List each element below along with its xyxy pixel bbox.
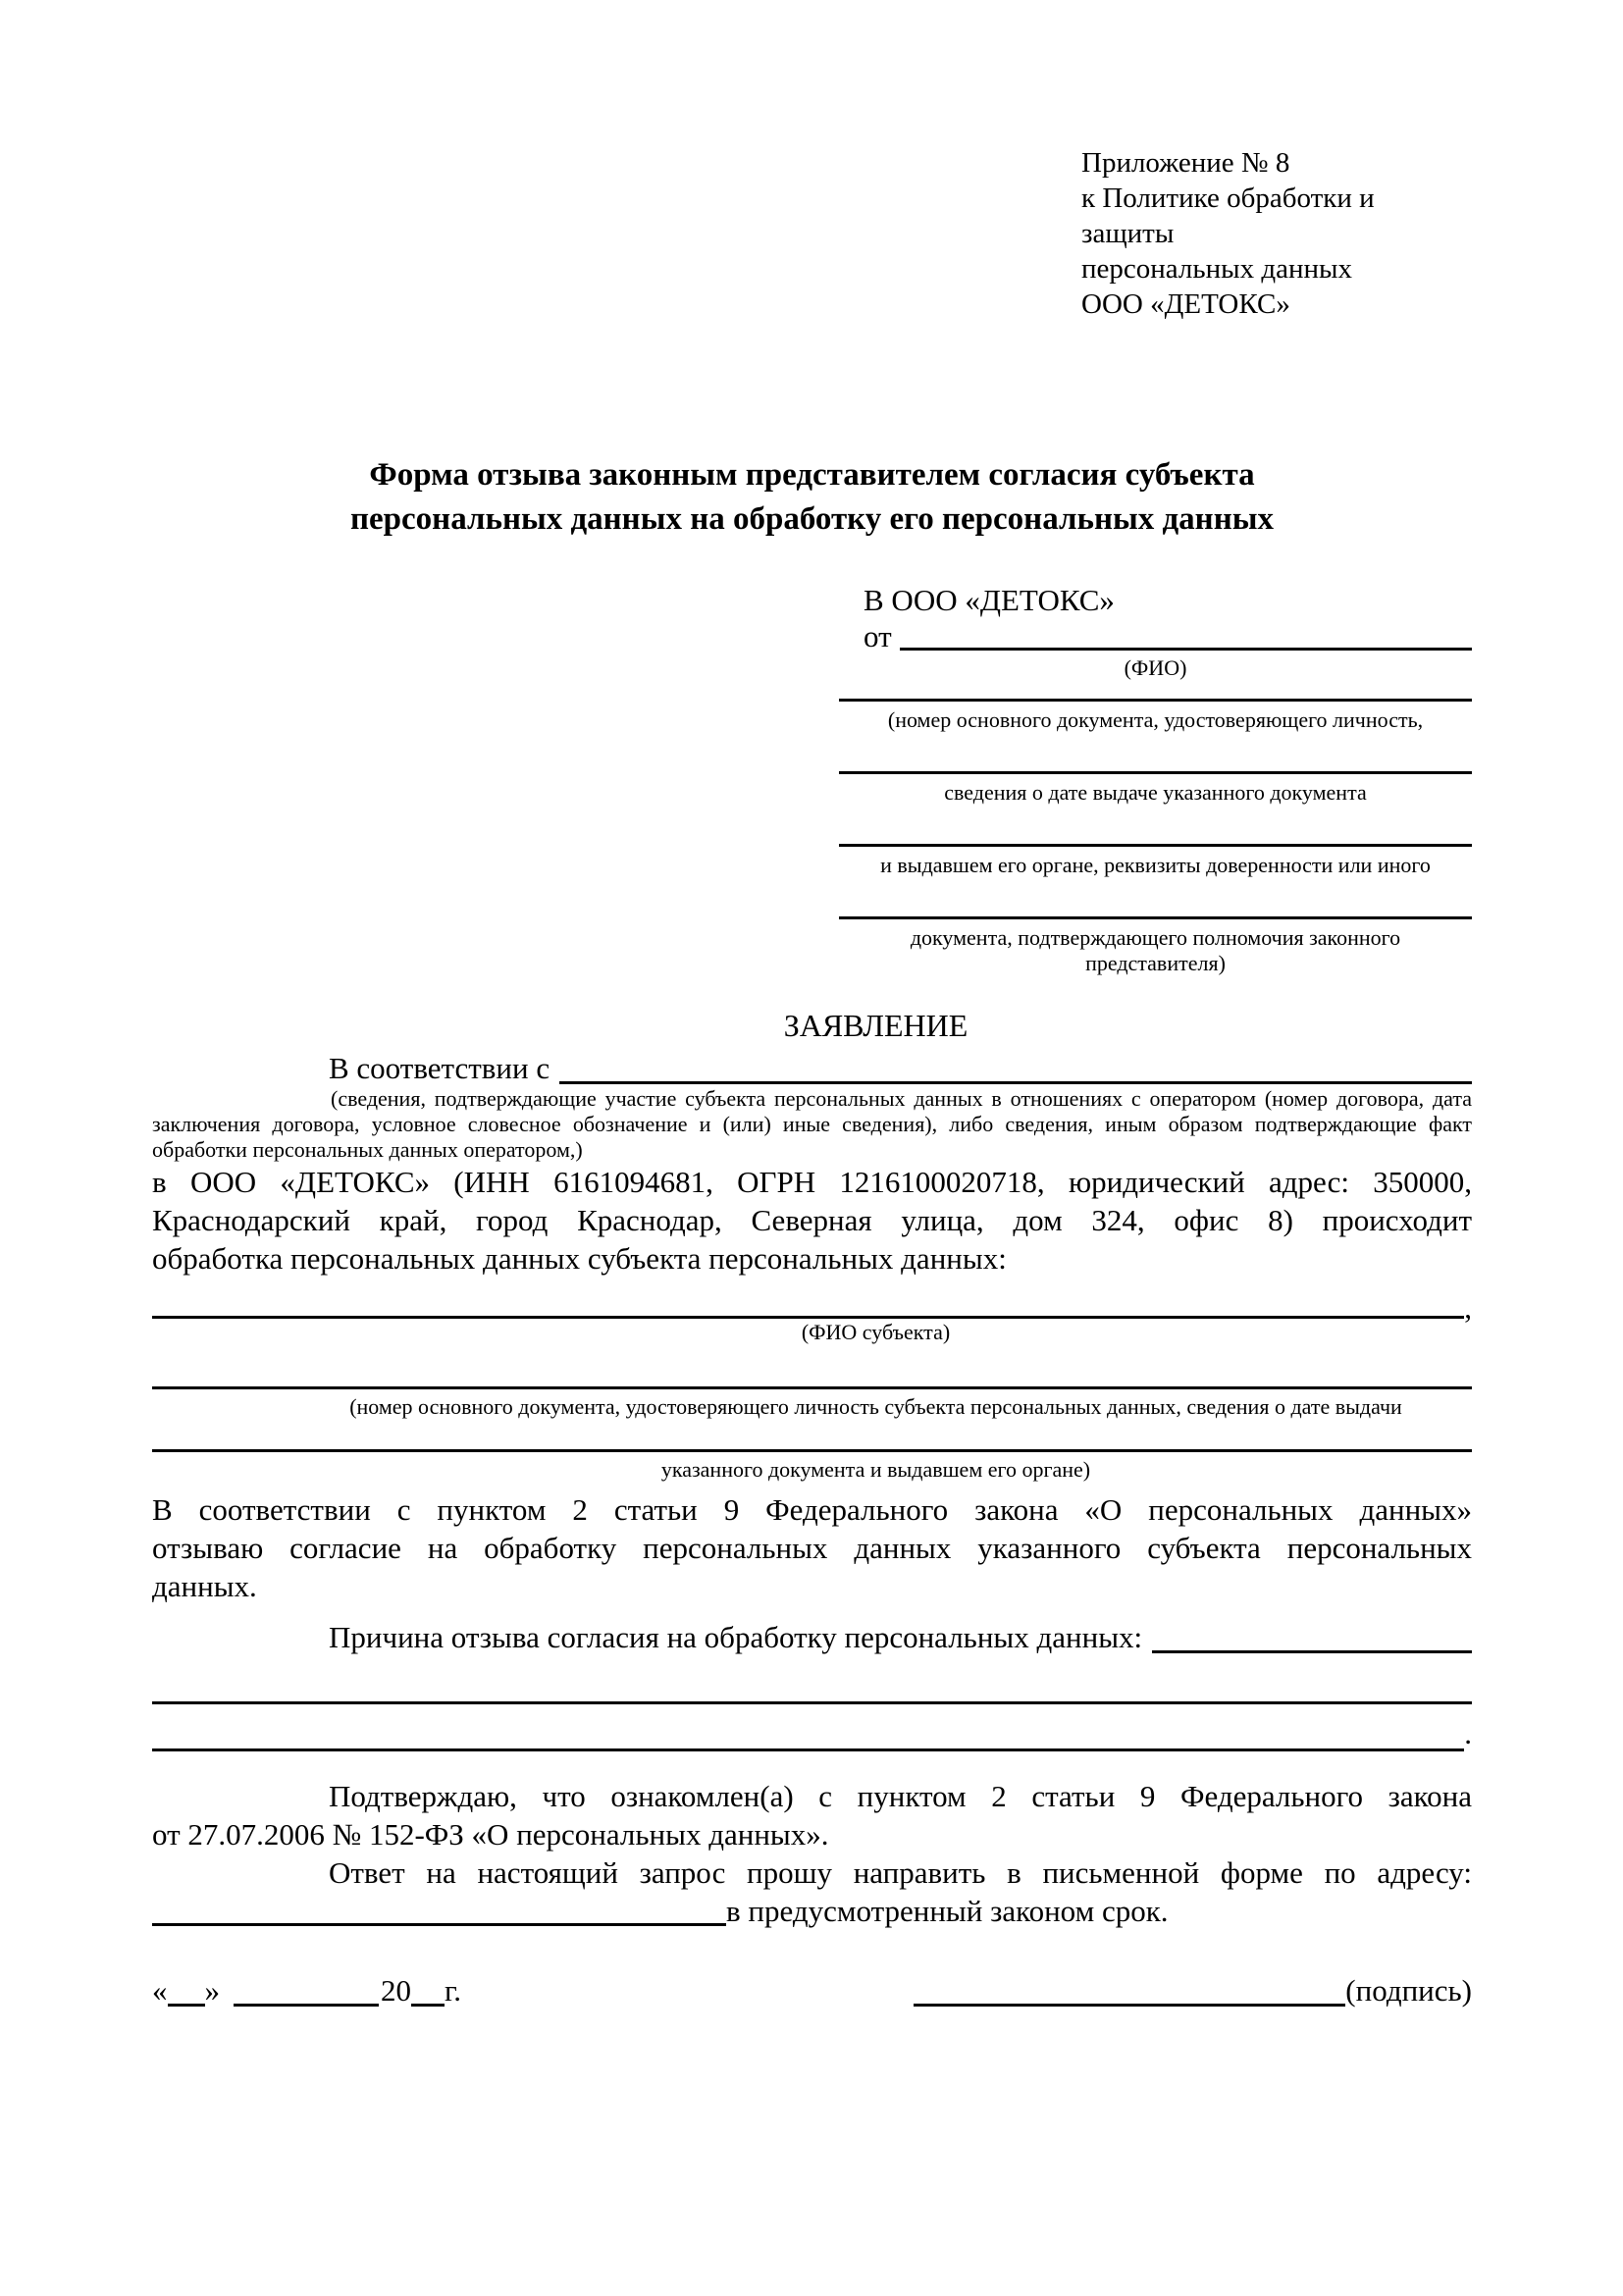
reply-address-row [152, 1892, 1472, 1930]
blank-underline [152, 1748, 1464, 1751]
confirm-paragraph [152, 1777, 1472, 1853]
title-line: персональных данных на обработку его персональных данных [350, 501, 1274, 537]
field-caption: (номер основного документа, удостоверяющего личность, [887, 707, 1424, 732]
operator-paragraph [152, 1163, 1472, 1278]
operator-line: Краснодарский край, город Краснодар, Северная улица, дом 324, офис 8) происходит [152, 1203, 1472, 1237]
signature-caption: (подпись) [1345, 1973, 1472, 2008]
date-day-underline [168, 1974, 205, 2007]
confirm-line: от 27.07.2006 № 152-ФЗ «О персональных данных». [152, 1817, 829, 1852]
intro-underline [559, 1081, 1472, 1084]
intro-note [152, 1086, 1472, 1163]
fio-caption: (ФИО) [1124, 655, 1187, 680]
date-year-prefix: 20 [381, 1973, 411, 2008]
document-body [152, 0, 1472, 2010]
from-row [839, 620, 1472, 653]
confirm-line: Подтверждаю, что ознакомлен(а) с пунктом 2 статьи 9 Федерального закона [329, 1779, 1472, 1813]
withdrawal-line: В соответствии с пунктом 2 статьи 9 Федерального закона «О персональных данных» [152, 1492, 1472, 1527]
subject-doc-underline [152, 1345, 1472, 1389]
date-month-underline [234, 1974, 379, 2007]
date-year-underline [411, 1974, 445, 2007]
reason-label: Причина отзыва согласия на обработку персональных данных: [329, 1620, 1143, 1654]
footer-row [152, 1971, 1472, 2010]
appendix-header [1081, 0, 1472, 322]
title-line: Форма отзыва законным представителем согласия субъекта [369, 457, 1255, 493]
subject-comma: , [1464, 1290, 1472, 1325]
from-label: от [864, 619, 892, 653]
subject-fio-row [152, 1290, 1472, 1325]
header-line: персональных данных [1081, 253, 1353, 285]
reason-underline [1152, 1650, 1472, 1653]
withdrawal-line: данных. [152, 1569, 257, 1603]
header-line: ООО «ДЕТОКС» [1081, 288, 1290, 320]
withdrawal-paragraph [152, 1490, 1472, 1605]
document-title [317, 453, 1308, 542]
date-quote-open: « [152, 1973, 168, 2008]
statement-heading: ЗАЯВЛЕНИЕ [783, 1008, 969, 1043]
subject-doc-caption: (номер основного документа, удостоверяющего личность субъекта персональных данных, сведения о дате выдачи [349, 1394, 1402, 1419]
addressee-block [839, 581, 1472, 976]
field-caption: и выдавшем его органе, реквизиты доверенности или иного [880, 853, 1431, 877]
addressee-field [839, 699, 1472, 733]
fio-underline [900, 648, 1472, 651]
operator-line: в ООО «ДЕТОКС» (ИНН 6161094681, ОГРН 1216100020718, юридический адрес: 350000, [152, 1165, 1472, 1199]
addressee-field [839, 916, 1472, 976]
reply-line: Ответ на настоящий запрос прошу направить в письменной форме по адресу: [329, 1855, 1472, 1890]
blank-underline-row [152, 1704, 1472, 1751]
signature-underline [914, 1974, 1345, 2007]
signature-group [914, 1971, 1472, 2010]
addressee-field [839, 844, 1472, 878]
date-year-suffix: г. [445, 1973, 461, 2008]
date-group [152, 1971, 461, 2010]
addressee-to: В ООО «ДЕТОКС» [864, 583, 1115, 617]
subject-doc-caption: указанного документа и выдавшем его органе) [660, 1457, 1091, 1482]
withdrawal-line: отзываю согласие на обработку персональных данных указанного субъекта персональных [152, 1531, 1472, 1565]
note-line: (сведения, подтверждающие участие субъекта персональных данных в отношениях с оператором (номер договора, дата [331, 1086, 1472, 1111]
reply-address-underline [152, 1923, 726, 1926]
subject-fio-caption: (ФИО субъекта) [801, 1320, 951, 1344]
intro-row [152, 1051, 1472, 1086]
reply-tail: в предусмотренный законом срок. [726, 1894, 1169, 1928]
date-quote-close: » [204, 1973, 220, 2008]
note-line: обработки персональных данных оператором,) [152, 1137, 583, 1162]
reply-paragraph [152, 1853, 1472, 1892]
operator-line: обработка персональных данных субъекта персональных данных: [152, 1241, 1007, 1276]
field-caption: сведения о дате выдаче указанного документа [944, 780, 1367, 805]
addressee-field [839, 771, 1472, 806]
header-line: к Политике обработки и защиты [1081, 183, 1375, 249]
subject-doc-underline [152, 1420, 1472, 1452]
note-line: заключения договора, условное словесное обозначение и (или) иные сведения), либо сведения, иным образом подтверждающие факт [152, 1112, 1472, 1136]
field-caption: документа, подтверждающего полномочия законного представителя) [910, 925, 1401, 975]
blank-dot: . [1464, 1716, 1472, 1750]
reason-row [152, 1619, 1472, 1656]
blank-underline [152, 1656, 1472, 1704]
intro-label: В соответствии с [329, 1051, 550, 1085]
header-line: Приложение № 8 [1081, 147, 1290, 179]
